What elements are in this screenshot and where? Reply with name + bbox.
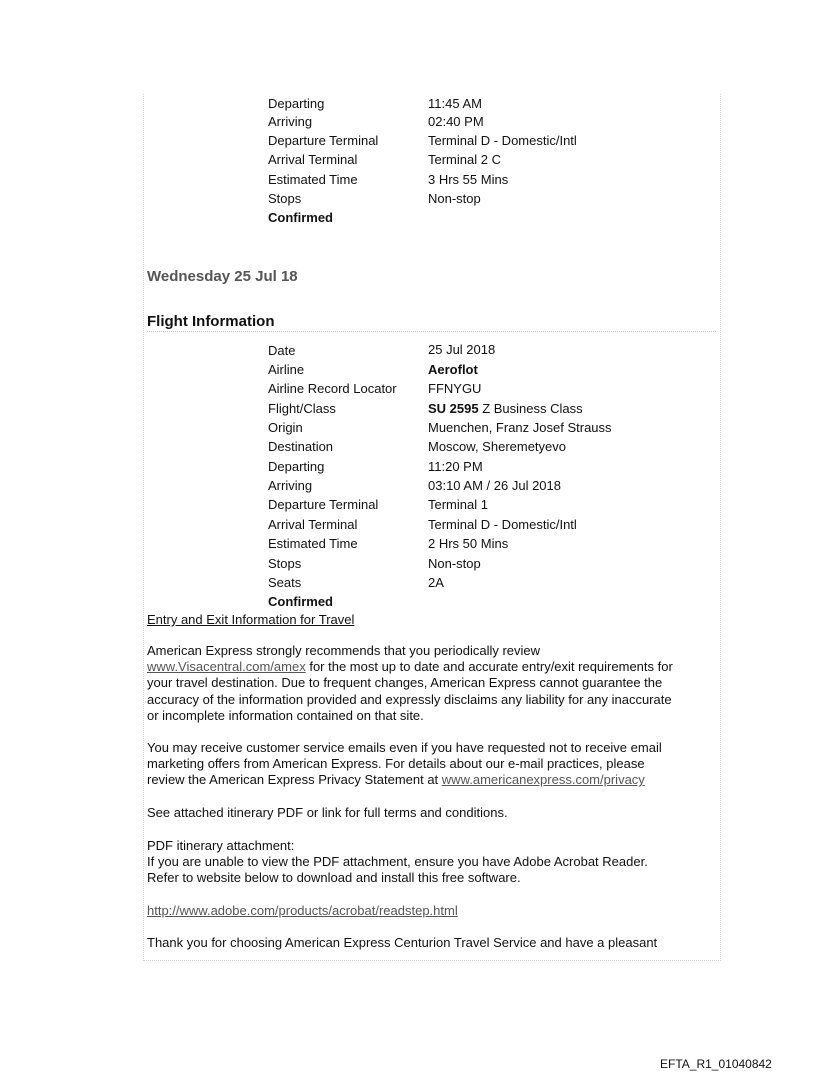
flight2-value-arrival-terminal: Terminal D - Domestic/Intl (428, 517, 577, 532)
flight1-value-estimated-time: 3 Hrs 55 Mins (428, 172, 509, 187)
pdf-line-3: Refer to website below to download and install this free software. (147, 870, 521, 886)
flight2-label-flight-class: Flight/Class (268, 401, 336, 416)
flight1-label-stops: Stops (268, 191, 302, 206)
flight2-label-estimated-time: Estimated Time (268, 536, 358, 551)
flight2-label-arriving: Arriving (268, 478, 313, 493)
flight2-status: Confirmed (268, 594, 333, 609)
entry-exit-paragraph (147, 643, 719, 724)
flight2-label-airline: Airline (268, 362, 305, 377)
flight1-value-departure-terminal: Terminal D - Domestic/Intl (428, 133, 577, 148)
entry-exit-line-2-text: for the most up to date and accurate entry/exit requirements for (305, 659, 673, 675)
flight2-value-date: 25 Jul 2018 (428, 342, 496, 357)
flight2-value-departing: 11:20 PM (428, 459, 483, 474)
flight1-label-arriving: Arriving (268, 114, 313, 129)
flight2-value-seats: 2A (428, 575, 444, 590)
flight1-value-arrival-terminal: Terminal 2 C (428, 152, 501, 167)
flight2-value-flight-class (428, 400, 583, 417)
visacentral-link[interactable]: www.Visacentral.com/amex (147, 659, 306, 675)
flight-number: SU 2595 (428, 401, 479, 416)
privacy-line-2: marketing offers from American Express. For details about our e-mail practices, please (147, 756, 645, 772)
entry-exit-line-4: accuracy of the information provided and expressly disclaims any liability for any inaccurate (147, 691, 672, 707)
flight1-value-stops: Non-stop (428, 191, 481, 206)
flight2-label-seats: Seats (268, 575, 302, 590)
flight2-value-destination: Moscow, Sheremetyevo (428, 439, 567, 454)
flight2-value-stops: Non-stop (428, 556, 481, 571)
document-id: EFTA_R1_01040842 (660, 1057, 772, 1071)
flight1-status: Confirmed (268, 210, 333, 225)
adobe-link-row (147, 903, 719, 919)
adobe-link[interactable]: http://www.adobe.com/products/acrobat/readstep.html (147, 903, 458, 918)
entry-exit-heading: Entry and Exit Information for Travel (147, 612, 355, 627)
flight2-value-arriving: 03:10 AM / 26 Jul 2018 (428, 478, 561, 493)
flight2-label-departing: Departing (268, 459, 325, 474)
flight1-value-departing: 11:45 AM (428, 96, 482, 111)
flight2-value-estimated-time: 2 Hrs 50 Mins (428, 536, 509, 551)
day-heading: Wednesday 25 Jul 18 (147, 268, 298, 285)
flight2-label-departure-terminal: Departure Terminal (268, 497, 379, 512)
pdf-line-2: If you are unable to view the PDF attachment, ensure you have Adobe Acrobat Reader. (147, 854, 648, 870)
flight2-label-stops: Stops (268, 556, 302, 571)
flight2-label-destination: Destination (268, 439, 334, 454)
entry-exit-line-3: your travel destination. Due to frequent changes, American Express cannot guarantee the (147, 675, 663, 691)
flight2-value-airline: Aeroflot (428, 362, 478, 377)
entry-exit-line-5: or incomplete information contained on that site. (147, 707, 424, 723)
flight2-value-departure-terminal: Terminal 1 (428, 497, 488, 512)
privacy-line-3-text: review the American Express Privacy Statement at (147, 772, 442, 788)
flight1-label-departing: Departing (268, 96, 325, 111)
flight1-label-departure-terminal: Departure Terminal (268, 133, 379, 148)
flight2-label-record-locator: Airline Record Locator (268, 381, 397, 396)
flight1-label-estimated-time: Estimated Time (268, 172, 358, 187)
flight1-value-arriving: 02:40 PM (428, 114, 484, 129)
privacy-link[interactable]: www.americanexpress.com/privacy (441, 772, 645, 788)
privacy-line-3 (147, 772, 719, 788)
section-heading: Flight Information (147, 313, 716, 332)
flight2-label-date: Date (268, 343, 296, 358)
flight1-label-arrival-terminal: Arrival Terminal (268, 152, 358, 167)
flight2-value-record-locator: FFNYGU (428, 381, 482, 396)
flight2-value-origin: Muenchen, Franz Josef Strauss (428, 420, 612, 435)
flight-class: Z Business Class (478, 401, 583, 416)
flight2-label-arrival-terminal: Arrival Terminal (268, 517, 358, 532)
flight2-label-origin: Origin (268, 420, 303, 435)
entry-exit-line-2 (147, 659, 719, 675)
terms-paragraph: See attached itinerary PDF or link for full terms and conditions. (147, 805, 508, 820)
thanks-paragraph: Thank you for choosing American Express Centurion Travel Service and have a pleasant (147, 935, 658, 950)
pdf-line-1: PDF itinerary attachment: (147, 838, 295, 853)
pdf-paragraph (147, 838, 719, 887)
privacy-paragraph (147, 740, 719, 789)
privacy-line-1: You may receive customer service emails even if you have requested not to receive email (147, 740, 662, 755)
entry-exit-line-1: American Express strongly recommends that you periodically review (147, 643, 541, 658)
